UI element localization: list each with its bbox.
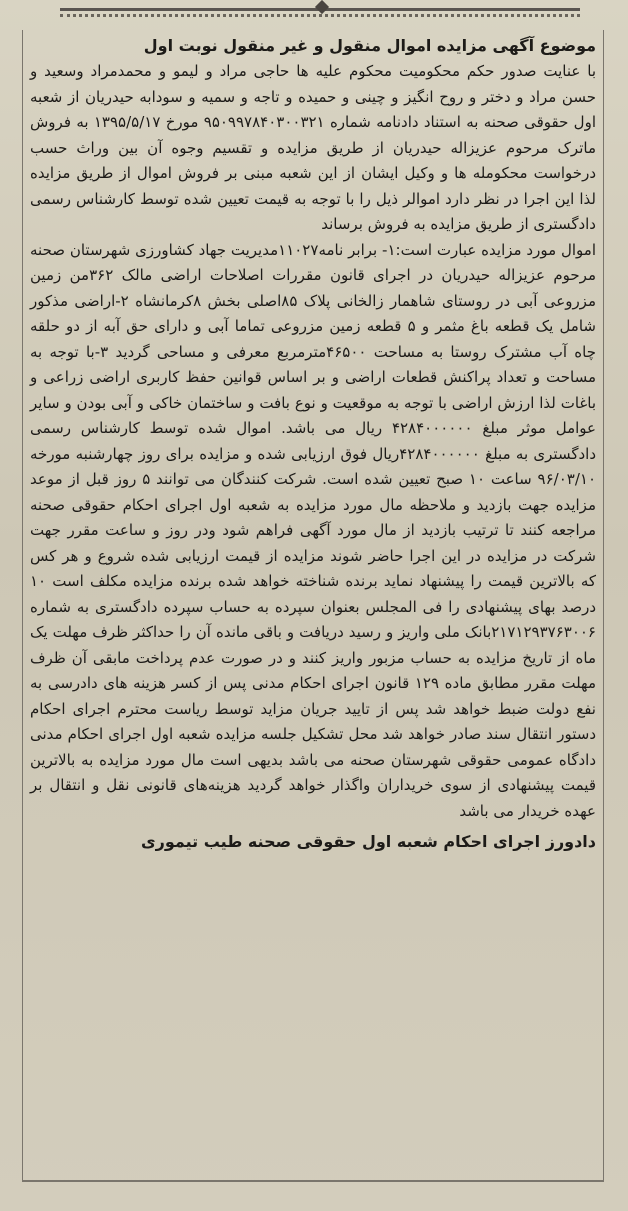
notice-body (30, 33, 596, 856)
notice-paragraph-details: اموال مورد مزایده عبارت است:۱- برابر نامه۱۱۰۲۷مدیریت جهاد کشاورزی شهرستان صحنه مرحوم عزیزاله حیدریان در اجرای قانون مقررات اصلاحات اراضی مالک ۳۶۲من زمین مزروعی آبی در روستای شاهمار زالخانی پلاک ۸۵اصلی بخش ۸کرمانشاه ۲-اراضی مذکور شامل یک قطعه باغ مثمر و ۵ قطعه زمین مزروعی تماما آبی و دارای حق آبه از دو حلقه چاه آب مشترک روستا به مساحت ۴۶۵۰۰مترمربع معرفی و مساحی گردید ۳-با توجه به مساحت و تعداد پراکنش قطعات اراضی و بر اساس قوانین حفظ کاربری اراضی زراعی و باغات لذا ارزش اراضی با توجه به موقعیت و نوع بافت و ساختمان خاکی و آبی بودن و سایر عوامل موثر مبلغ ۴۲۸۴۰۰۰۰۰۰ ریال می باشد. اموال شده توسط کارشناس رسمی دادگستری به مبلغ ۴۲۸۴۰۰۰۰۰۰ریال فوق ارزیابی شده و مزایده برای روز چهارشنبه مورخه ۹۶/۰۳/۱۰ ساعت ۱۰ صبح تعیین شده است. شرکت کنندگان می توانند ۵ روز قبل از موعد مزایده جهت بازدید و ملاحظه مال مورد مزایده به شعبه اول اجرای احکام حقوقی صحنه مراجعه کنند تا ترتیب بازدید از مال مورد آگهی فراهم شود ودر روز و ساعت مقرر جهت شرکت در مزایده در این اجرا حاضر شوند مزایده از قیمت ارزیابی شده شروع و هر کس که بالاترین قیمت را پیشنهاد نماید برنده شناخته خواهد شده برنده مزایده مکلف است ۱۰ درصد بهای پیشنهادی را فی المجلس بعنوان سپرده به حساب سپرده دادگستری به شماره ۲۱۷۱۲۹۳۷۶۳۰۰۶بانک ملی واریز و رسید دریافت و باقی مانده آن را حداکثر ظرف مهلت یک ماه از تاریخ مزایده به حساب مزبور واریز کنند و در صورت عدم پرداخت مابقی آن ظرف مهلت مقرر مطابق ماده ۱۲۹ قانون اجرای احکام مدنی پس از کسر هزینه های دادرسی به نفع دولت ضبط خواهد شد پس از تایید جریان مزاید توسط ریاست محترم اجرای احکام دستور انتقال سند صادر خواهد شد محل تشکیل جلسه مزایده شعبه اول اجرای احکام مدنی دادگاه عمومی حقوقی شهرستان صحنه می باشد بدیهی است مال مورد مزایده به بالاترین قیمت پیشنهادی از سوی خریداران واگذار خواهد گردید هزینه‌های قانونی نقل و انتقال بر عهده خریدار می باشد (30, 240, 597, 820)
bottom-divider (22, 1180, 604, 1182)
notice-title: موضوع آگهی مزایده اموال منقول و غیر منقول نوبت اول (143, 36, 596, 55)
diamond-ornament-icon (315, 0, 329, 14)
top-dotted-divider (60, 14, 580, 20)
notice-paragraph-intro: با عنایت صدور حکم محکومیت محکوم علیه ها حاجی مراد و لیمو و محمدمراد وسعید و حسن مراد و دختر و روح انگیز و چینی و حمیده و تاجه و سمیه و سودابه حیدریان از شعبه اول حقوقی صحنه به استناد دادنامه شماره ۹۵۰۹۹۷۸۴۰۳۰۰۳۲۱ مورخ ۱۳۹۵/۵/۱۷ به فروش ماترک مرحوم عزیزاله حیدریان از طریق مزایده و تقسیم وجوه آن بین وراث حسب درخواست محکومله ها و وکیل ایشان از این شعبه مبنی بر فروش اموال از طریق مزایده لذا این اجرا در نظر دارد اموالر ذیل را با توجه به قیمت تعیین شده توسط کارشناس رسمی دادگستری از طریق مزایده به فروش برساند (30, 62, 596, 233)
notice-signature: دادورز اجرای احکام شعبه اول حقوقی صحنه طیب تیموری (141, 832, 596, 851)
